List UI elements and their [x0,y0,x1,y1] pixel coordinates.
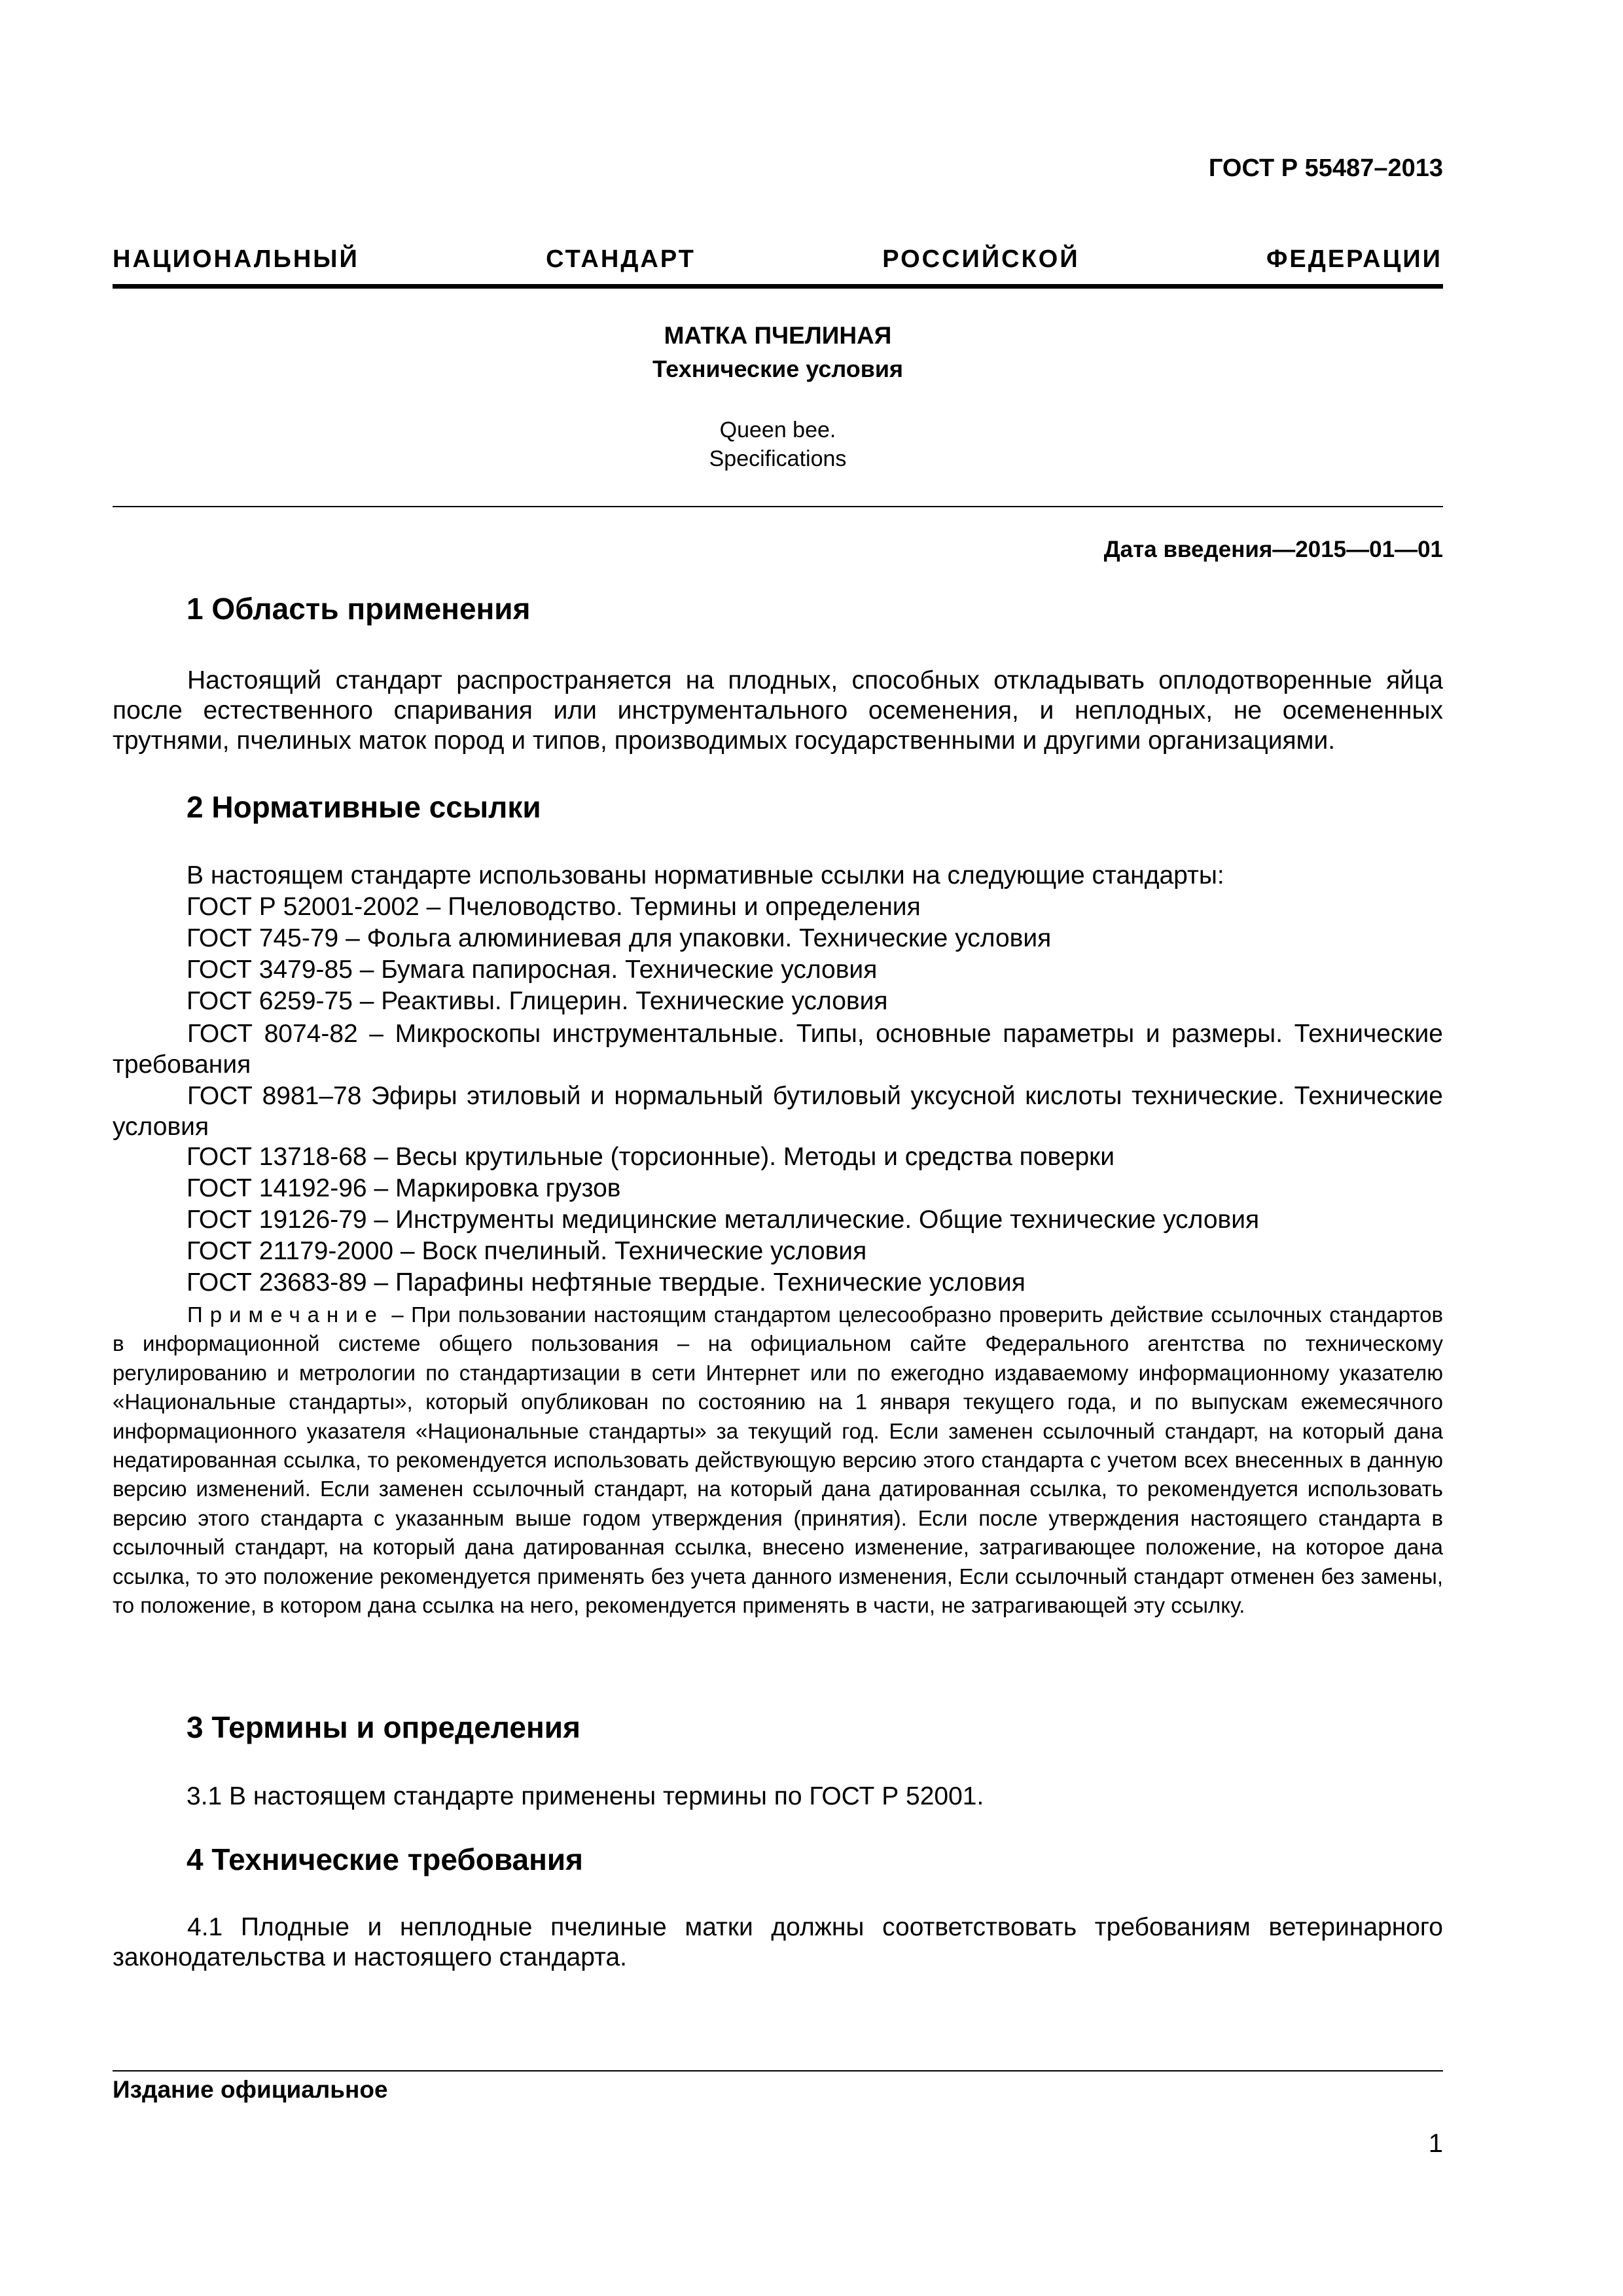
references-intro: В настоящем стандарте использованы нормативные ссылки на следующие стандарты: [187,861,1224,889]
reference-item: ГОСТ 745-79 – Фольга алюминиевая для упаковки. Технические условия [187,924,1052,952]
national-standard-title: НАЦИОНАЛЬНЫЙ СТАНДАРТ РОССИЙСКОЙ ФЕДЕРАЦИИ [113,245,1442,273]
page-number: 1 [1428,2129,1443,2158]
section-2-heading: 2 Нормативные ссылки [187,790,541,824]
section-1-heading: 1 Область применения [187,592,531,626]
standard-title: МАТКА ПЧЕЛИНАЯ [664,322,892,349]
reference-item: ГОСТ Р 52001-2002 – Пчеловодство. Термины и определения [187,893,921,921]
header-divider [113,284,1443,289]
introduction-date: Дата введения—2015—01—01 [1103,537,1443,562]
note-label: Примечание [187,1302,385,1327]
footer-divider [113,2070,1443,2072]
reference-item: ГОСТ 3479-85 – Бумага папиросная. Технические условия [187,956,878,984]
reference-item: ГОСТ 13718-68 – Весы крутильные (торсионные). Методы и средства поверки [187,1143,1115,1171]
edition-label: Издание официальное [113,2076,388,2103]
document-code: ГОСТ Р 55487–2013 [1208,154,1443,182]
note-paragraph [113,1300,1443,1620]
reference-item: ГОСТ 8074-82 – Микроскопы инструментальные. Типы, основные параметры и размеры. Технические требования [113,1020,1443,1079]
reference-item: ГОСТ 8981–78 Эфиры этиловый и нормальный бутиловый уксусной кислоты технические. Технические условия [113,1082,1443,1141]
section-3-paragraph: 3.1 В настоящем стандарте применены термины по ГОСТ Р 52001. [187,1782,984,1810]
reference-item: ГОСТ 6259-75 – Реактивы. Глицерин. Технические условия [187,987,888,1015]
english-title: Queen bee. [719,418,836,442]
reference-item: ГОСТ 23683-89 – Парафины нефтяные твердые. Технические условия [187,1268,1026,1297]
reference-item: ГОСТ 14192-96 – Маркировка грузов [187,1174,621,1202]
title-divider [113,506,1443,507]
reference-item: ГОСТ 19126-79 – Инструменты медицинские металлические. Общие технические условия [187,1206,1260,1234]
section-1-paragraph: Настоящий стандарт распространяется на плодных, способных откладывать оплодотворенные яйца после естественного спаривания или инструментального осеменения, и неплодных, не осемененных трутнями, пчелиных маток пород и типов, производимых государственными и другими организациями. [113,666,1443,755]
standard-subtitle: Технические условия [652,355,904,382]
english-subtitle: Specifications [709,446,847,471]
section-3-heading: 3 Термины и определения [187,1710,580,1744]
reference-item: ГОСТ 21179-2000 – Воск пчелиный. Технические условия [187,1237,867,1265]
section-4-heading: 4 Технические требования [187,1842,583,1876]
section-4-paragraph: 4.1 Плодные и неплодные пчелиные матки должны соответствовать требованиям ветеринарного законодательства и настоящего стандарта. [113,1913,1443,1971]
note-text: – При пользовании настоящим стандартом целесообразно проверить действие ссылочных стандартов в информационной системе общего пользования – на официальном сайте Федерального агентства по техническому регулированию и метрологии по стандартизации в сети Интернет или по ежегодно издаваемому информационному указателю «Национальные стандарты», который опубликован по состоянию на 1 января текущего года, и по выпускам ежемесячного информационного указателя «Национальные стандарты» за текущий год. Если заменен ссылочный стандарт, на который дана недатированная ссылка, то рекомендуется использовать действующую версию этого стандарта с учетом всех внесенных в данную версию изменений. Если заменен ссылочный стандарт, на который дана датированная ссылка, то рекомендуется использовать версию этого стандарта с указанным выше годом утверждения (принятия). Если после утверждения настоящего стандарта в ссылочный стандарт, на который дана датированная ссылка, внесено изменение, затрагивающее положение, на которое дана ссылка, то это положение рекомендуется применять без учета данного изменения, Если ссылочный стандарт отменен без замены, то положение, в котором дана ссылка на него, рекомендуется применять в части, не затрагивающей эту ссылку. [113,1302,1443,1618]
